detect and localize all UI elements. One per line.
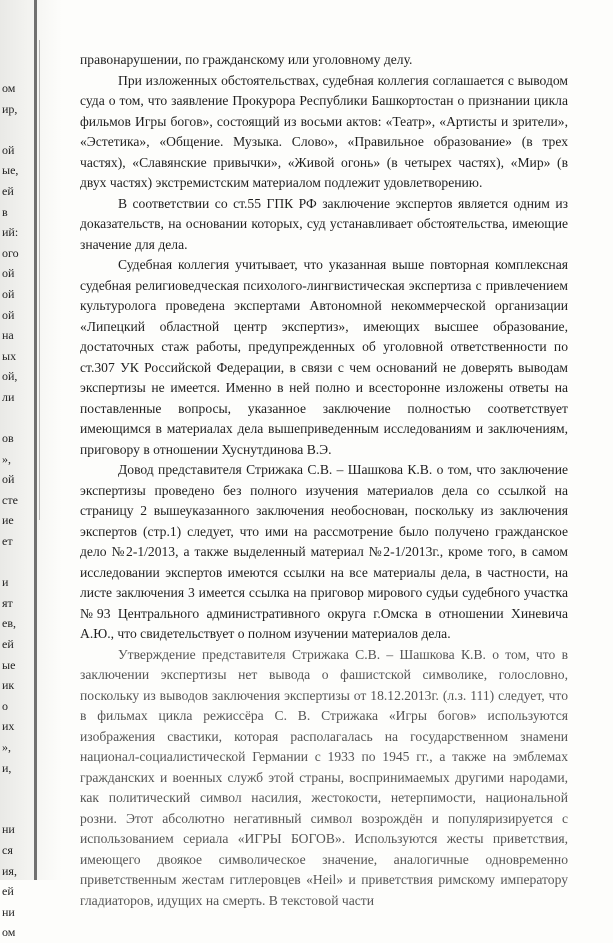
- margin-fragment: ся: [2, 842, 13, 857]
- margin-fragment: ой: [2, 266, 15, 281]
- margin-fragment: ые,: [2, 163, 19, 178]
- margin-fragment: ие: [2, 513, 14, 528]
- margin-fragment: их: [2, 719, 15, 734]
- margin-fragment: ет: [2, 534, 13, 549]
- paragraph-court-agreement: При изложенных обстоятельствах, судебная коллегия соглашается с выводом суда о том, что заявление Прокурора Республики Башкортостан о признании цикла фильмов Игры богов», состоящий из восьми актов: «Театр», «Артисты и зрители», «Эстетика», «Общение. Музыка. Слово», «Правильное образование» (в трех частях), «Славянские привычки», «Живой огонь» (в четырех частях), «Мир» (в двух частях) экстремистским материалом подлежит удовлетворению.: [80, 72, 568, 190]
- paragraph-repeated-expertise: Судебная коллегия учитывает, что указанная выше повторная комплексная судебная религиоведческая психолого-лингвистическая экспертиза с привлечением культуролога проведена экспертами Автономной некоммерческой организации «Липецкий областной центр экспертиз», имеющих высшее образование, достаточных стаж работы, предупрежденных об уголовной ответственности по ст.307 УК Российской Федерации, в связи с чем оснований не доверять выводам экспертизы не имеется. Именно в ней полно и всесторонне изложены ответы на поставленные вопросы, указанное заключение полностью соответствует имеющимся в материалах дела вышеприведенным исследованиям и заключениям, приговору в отношении Хуснутдинова В.Э.: [80, 257, 568, 457]
- margin-fragment: ей: [2, 183, 14, 198]
- margin-fragment: ей: [2, 884, 14, 899]
- margin-fragment: ия,: [2, 863, 17, 878]
- margin-fragment: »,: [2, 451, 11, 466]
- margin-fragment: ир,: [2, 101, 18, 116]
- paragraph-expert-conclusion-law: В соответствии со ст.55 ГПК РФ заключение экспертов является одним из доказательств, на основании которых, суд устанавливает обстоятельства, имеющие значение для дела.: [80, 195, 568, 252]
- margin-fragment: [2, 119, 32, 140]
- margin-fragment: о: [2, 698, 8, 713]
- margin-fragment: ом: [2, 81, 16, 95]
- margin-fragment: ых: [2, 348, 17, 363]
- margin-fragment: ой,: [2, 369, 18, 384]
- margin-fragment: [2, 778, 32, 799]
- margin-fragment: ий:: [2, 225, 19, 240]
- binding-edge-line-secondary: [39, 40, 40, 520]
- margin-fragment: ой: [2, 142, 15, 157]
- margin-fragment: ли: [2, 389, 15, 404]
- margin-fragment: и,: [2, 760, 12, 775]
- margin-fragment: ой: [2, 286, 15, 301]
- paragraph-representative-argument: Довод представителя Стрижака С.В. – Шашкова К.В. о том, что заключение экспертизы проведено без полного изучения материалов дела со ссылкой на страницу 2 вышеуказанного заключения необоснован, поскольку из заключения экспертов (стр.1) следует, что ими на рассмотрение было получено гражданское дело №2-1/2013, а также выделенный материал №2-1/2013г., кроме того, в самом исследовании экспертов имеются ссылки на все материалы дела, в частности, на листе заключения 3 имеется ссылка на приговор мирового судьи судебного участка №93 Центрального административного округа г.Омска в отношении Хиневича А.Ю., что свидетельствует о полном изучении материалов дела.: [80, 462, 568, 641]
- margin-fragment: ни: [2, 822, 15, 837]
- paragraph-fascist-symbolism: Утверждение представителя Стрижака С.В. – Шашкова К.В. о том, что в заключении экспертизы нет вывода о фашистской символике, голословно, поскольку из выводов заключения экспертизы от 18.12.2013г. (л.з. 111) следует, что в фильмах цикла режиссёра С. В. Стрижака «Игры богов» используются изображения свастики, которая располагалась на государственном знамени национал-социалистической Германии с 1933 по 1945 гг., а также на эмблемах гражданских и военных служб этой страны, воспринимаемых другими народами, как политический символ насилия, жестокости, нетерпимости, национальной розни. Этот абсолютно негативный символ возрождён и популяризируется с использованием сериала «ИГРЫ БОГОВ». Используются жесты приветствия, имеющего двоякое символическое значение, аналогичные одновременно приветственным жестам гитлеровцев «Heil» и приветствия римскому императору гладиаторов, идущих на смерть. В текстовой части: [80, 646, 568, 908]
- paragraph-continuation: правонарушении, по гражданскому или уголовному делу.: [80, 52, 413, 67]
- margin-fragment: ев,: [2, 616, 16, 631]
- margin-fragment: ого: [2, 245, 19, 260]
- binding-edge-line: [34, 0, 37, 880]
- margin-fragment: ой: [2, 307, 15, 322]
- margin-fragment: сте: [2, 492, 18, 507]
- margin-fragment: ей: [2, 637, 14, 652]
- margin-fragment: ик: [2, 678, 15, 693]
- margin-fragment: в: [2, 204, 8, 219]
- document-body: [80, 50, 568, 911]
- margin-fragment: [2, 408, 32, 429]
- margin-fragment: ни: [2, 904, 15, 919]
- margin-fragment: ые: [2, 657, 16, 672]
- margin-fragment: на: [2, 328, 14, 343]
- margin-fragment: ят: [2, 595, 13, 610]
- margin-fragment: ов: [2, 431, 14, 446]
- margin-fragment: »,: [2, 740, 11, 754]
- margin-fragment: [2, 552, 32, 573]
- margin-fragment: ой: [2, 472, 15, 487]
- margin-fragment: ом: [2, 925, 16, 940]
- margin-fragment: [2, 799, 32, 820]
- previous-page-margin-fragments: [2, 78, 32, 943]
- margin-fragment: и: [2, 575, 9, 590]
